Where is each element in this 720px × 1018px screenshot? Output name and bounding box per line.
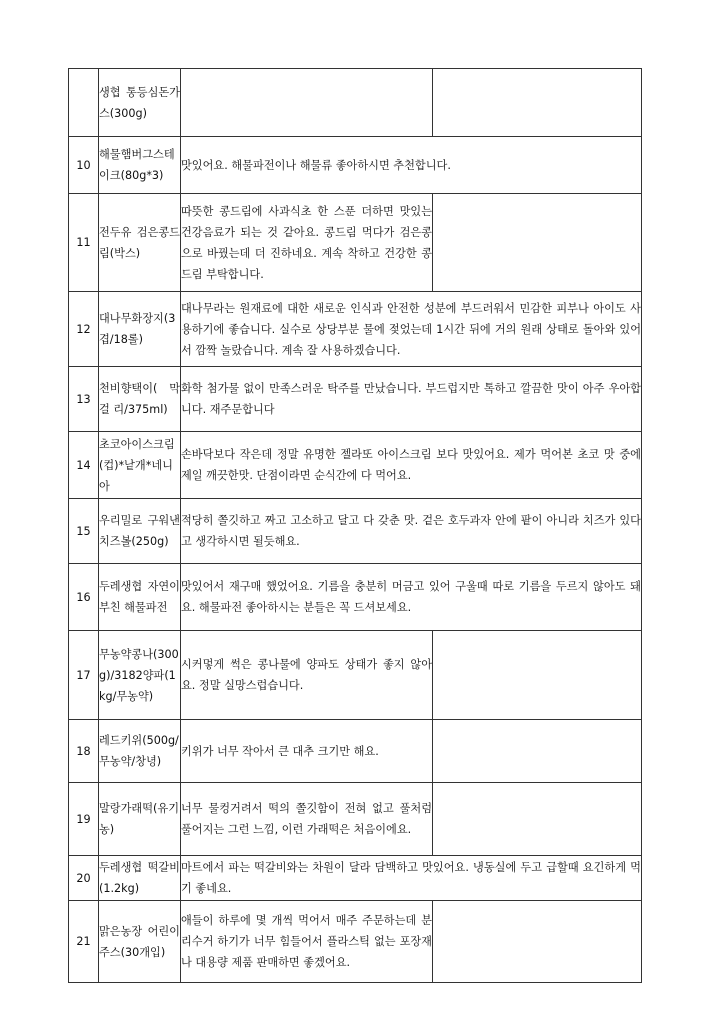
product-name: 레드키위(500g/무농약/창녕) (99, 720, 181, 783)
product-name: 두레생협 떡갈비(1.2kg) (99, 856, 181, 901)
review-text: 손바닥보다 작은데 정말 유명한 젤라또 아이스크림 보다 맛있어요. 제가 먹어본 초코 맛 중에 제일 깨끗한맛. 단점이라면 순식간에 다 먹어요. (181, 432, 642, 499)
review-text: 맛있어서 재구매 했었어요. 기름을 충분히 머금고 있어 구울때 따로 기름을 두르지 않아도 돼요. 해물파전 좋아하시는 분들은 꼭 드셔보세요. (181, 564, 642, 631)
row-number: 11 (69, 194, 99, 292)
empty-cell (433, 901, 642, 983)
table-row (69, 499, 642, 564)
review-text: 맛있어요. 해물파전이나 해물류 좋아하시면 추천합니다. (181, 137, 642, 194)
empty-cell (433, 194, 642, 292)
review-text: 화학 첨가물 없이 만족스러운 탁주를 만났습니다. 부드럽지만 톡하고 깔끔한 맛이 아주 우아합니다. 재주문합니다 (181, 367, 642, 432)
review-text: 너무 물컹거려서 떡의 쫄깃함이 전혀 없고 풀처럼 풀어지는 그런 느낌, 이런 가래떡은 처음이에요. (181, 783, 433, 856)
review-text: 애들이 하루에 몇 개씩 먹어서 매주 주문하는데 분리수거 하기가 너무 힘들어서 플라스틱 없는 포장재나 대용량 제품 판매하면 좋겠어요. (181, 901, 433, 983)
product-name: 대나무화장지(3겹/18롤) (99, 292, 181, 367)
review-text: 키위가 너무 작아서 큰 대추 크기만 해요. (181, 720, 433, 783)
row-number: 14 (69, 432, 99, 499)
review-text: 시커멓게 썩은 콩나물에 양파도 상태가 좋지 않아요. 정말 실망스럽습니다. (181, 631, 433, 720)
empty-cell (433, 69, 642, 137)
row-number (69, 69, 99, 137)
row-number: 20 (69, 856, 99, 901)
row-number: 17 (69, 631, 99, 720)
table-row (69, 292, 642, 367)
table-row (69, 783, 642, 856)
product-name: 무농약콩나(300g)/3182양파(1kg/무농약) (99, 631, 181, 720)
row-number: 12 (69, 292, 99, 367)
product-name: 천비향택이( 막 걸 리/375ml) (99, 367, 181, 432)
row-number: 10 (69, 137, 99, 194)
table-row (69, 856, 642, 901)
table-row (69, 432, 642, 499)
review-text: 대나무라는 원재료에 대한 새로운 인식과 안전한 성분에 부드러워서 민감한 피부나 아이도 사용하기에 좋습니다. 실수로 상당부분 물에 젖었는데 1시간 뒤에 거의 원래 상태로 돌아와 있어서 깜짝 놀랐습니다. 계속 잘 사용하겠습니다. (181, 292, 642, 367)
empty-cell (433, 783, 642, 856)
row-number: 18 (69, 720, 99, 783)
review-text: 마트에서 파는 떡갈비와는 차원이 달라 담백하고 맛있어요. 냉동실에 두고 급할때 요긴하게 먹기 좋네요. (181, 856, 642, 901)
product-name: 말랑가래떡(유기농) (99, 783, 181, 856)
product-name: 초코아이스크림(컵)*낱개*네니아 (99, 432, 181, 499)
row-number: 13 (69, 367, 99, 432)
empty-cell (433, 720, 642, 783)
row-number: 21 (69, 901, 99, 983)
product-name: 우리밀로 구워낸치즈볼(250g) (99, 499, 181, 564)
empty-cell (433, 631, 642, 720)
review-text: 따뜻한 콩드림에 사과식초 한 스푼 더하면 맛있는 건강음료가 되는 것 같아요. 콩드림 먹다가 검은콩으로 바꿨는데 더 진하네요. 계속 착하고 건강한 콩드림 부탁합니다. (181, 194, 433, 292)
table-row (69, 720, 642, 783)
row-number: 15 (69, 499, 99, 564)
product-review-table (68, 68, 642, 983)
row-number: 16 (69, 564, 99, 631)
product-name: 맑은농장 어린이주스(30개입) (99, 901, 181, 983)
table-row (69, 69, 642, 137)
table-row (69, 901, 642, 983)
table-row (69, 137, 642, 194)
review-text (181, 69, 433, 137)
product-name: 두레생협 자연이부친 해물파전 (99, 564, 181, 631)
table-row (69, 564, 642, 631)
table-row (69, 367, 642, 432)
review-text: 적당히 쫄깃하고 짜고 고소하고 달고 다 갖춘 맛. 겉은 호두과자 안에 팥이 아니라 치즈가 있다고 생각하시면 될듯해요. (181, 499, 642, 564)
table-row (69, 631, 642, 720)
product-name: 해물햄버그스테이크(80g*3) (99, 137, 181, 194)
product-name: 전두유 검은콩드림(박스) (99, 194, 181, 292)
product-name: 생협 통등심돈가스(300g) (99, 69, 181, 137)
row-number: 19 (69, 783, 99, 856)
table-row (69, 194, 642, 292)
